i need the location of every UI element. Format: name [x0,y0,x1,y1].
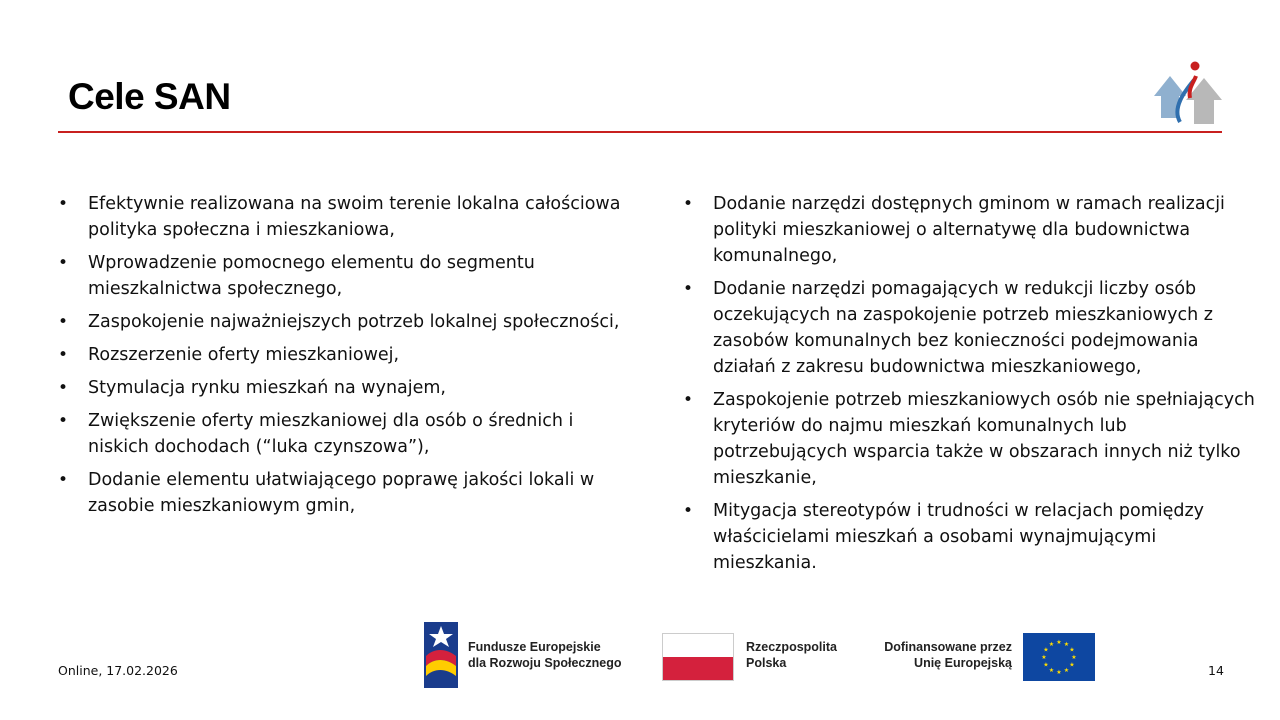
bullet-icon: • [58,378,69,398]
eu-star-icon: ★ [1048,667,1055,675]
eu-star-icon: ★ [1056,639,1062,647]
eu-star-icon: ★ [1069,661,1075,669]
list-item: • Wprowadzenie pomocnego elementu do segmentu mieszkalnictwa społecznego, [58,250,638,302]
title-underline [58,131,1222,133]
eu-star-icon: ★ [1063,641,1070,649]
eu-star-icon: ★ [1071,654,1077,662]
european-funds-logo-icon [424,622,458,688]
bullet-icon: • [58,194,69,214]
list-item: • Stymulacja rynku mieszkań na wynajem, [58,375,638,401]
bullet-icon: • [683,501,694,521]
page-number: 14 [1208,663,1224,678]
eu-star-icon: ★ [1063,667,1070,675]
list-item: • Zwiększenie oferty mieszkaniowej dla osób o średnich i niskich dochodach (“luka czynszowa”), [58,408,638,460]
bullet-icon: • [683,279,694,299]
bullet-icon: • [58,345,69,365]
eu-funding-label: Dofinansowane przez Unię Europejską [884,640,1012,670]
poland-flag-icon [662,633,734,681]
bullet-icon: • [58,470,69,490]
eu-star-icon: ★ [1043,661,1049,669]
bullet-icon: • [58,253,69,273]
page-title: Cele SAN [68,76,231,117]
eu-star-icon: ★ [1041,654,1047,662]
poland-label: Rzeczpospolita Polska [746,640,837,670]
eu-star-icon: ★ [1056,669,1062,677]
eu-star-icon: ★ [1069,646,1075,654]
list-item: • Zaspokojenie potrzeb mieszkaniowych osób nie spełniających kryteriów do najmu mieszkań komunalnych lub potrzebujących wsparcia także w obszarach innych niż tylko mieszkanie, [683,387,1263,491]
house-arrows-logo-icon [1150,58,1226,128]
bullet-icon: • [58,411,69,431]
list-item: • Dodanie narzędzi pomagających w redukcji liczby osób oczekujących na zaspokojenie potrzeb mieszkaniowych z zasobów komunalnych bez konieczności podejmowania działań z zakresu budownictwa mieszkaniowego, [683,276,1263,380]
list-item: • Dodanie narzędzi dostępnych gminom w ramach realizacji polityki mieszkaniowej o alternatywę dla budownictwa komunalnego, [683,191,1263,269]
right-bullet-list [683,191,1263,583]
eu-star-icon: ★ [1048,641,1055,649]
bullet-icon: • [58,312,69,332]
eu-flag-icon [1023,633,1095,681]
list-item: • Rozszerzenie oferty mieszkaniowej, [58,342,638,368]
bullet-icon: • [683,194,694,214]
left-bullet-list [58,191,638,526]
european-funds-label: Fundusze Europejskie dla Rozwoju Społecznego [468,640,622,670]
bullet-icon: • [683,390,694,410]
list-item: • Dodanie elementu ułatwiającego poprawę jakości lokali w zasobie mieszkaniowym gmin, [58,467,638,519]
list-item: • Mitygacja stereotypów i trudności w relacjach pomiędzy właścicielami mieszkań a osobami wynajmującymi mieszkania. [683,498,1263,576]
eu-star-icon: ★ [1043,646,1049,654]
list-item: • Zaspokojenie najważniejszych potrzeb lokalnej społeczności, [58,309,638,335]
list-item: • Efektywnie realizowana na swoim terenie lokalna całościowa polityka społeczna i mieszkaniowa, [58,191,638,243]
footer-date: Online, 17.02.2026 [58,663,178,678]
